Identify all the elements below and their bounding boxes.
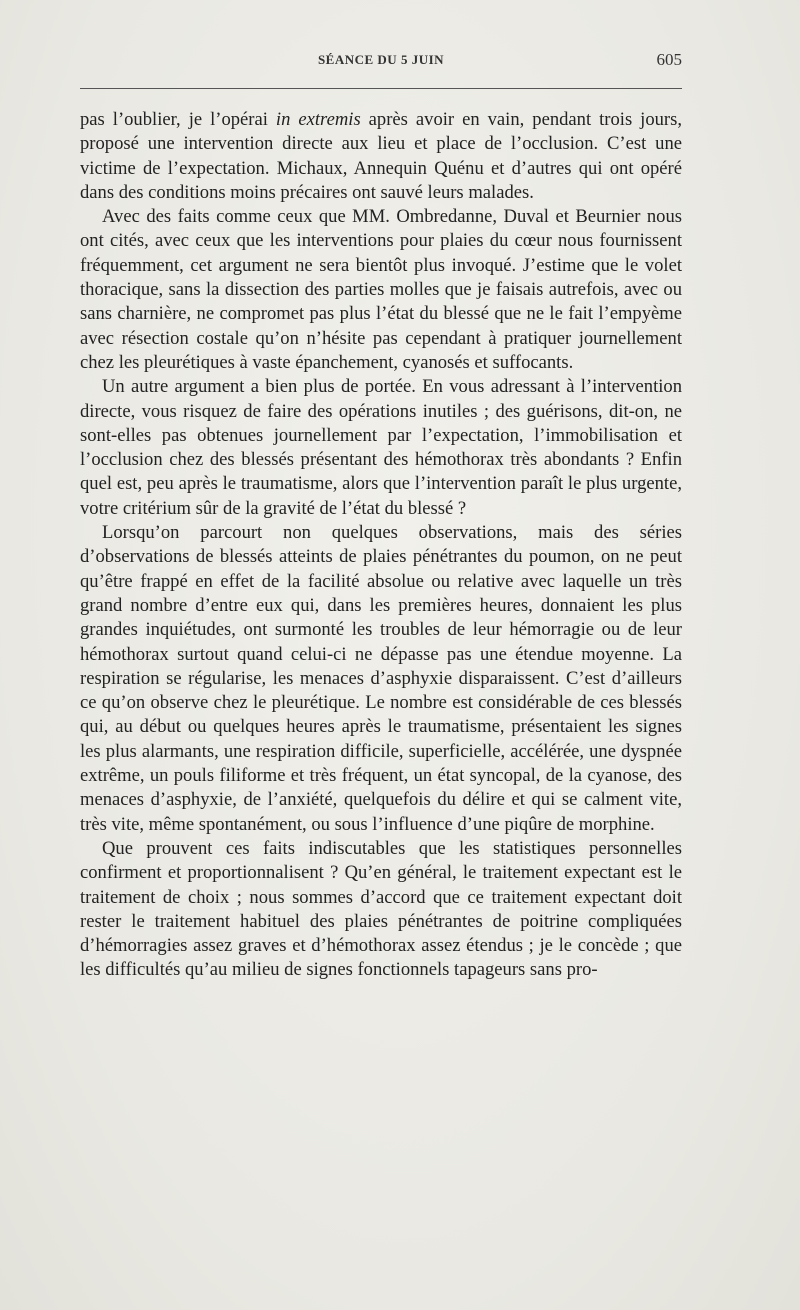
header-rule: [80, 88, 682, 89]
paragraph-1: [80, 108, 682, 205]
paragraph-4: Lorsqu’on parcourt non quelques observations, mais des séries d’observations de blessés atteints de plaies pénétrantes du poumon, on ne peut qu’être frappé en effet de la facilité absolue ou relative avec laquelle un très grand nombre d’entre eux qui, dans les premières heures, donnaient les plus grandes inquiétudes, ont surmonté les troubles de leur hémorragie ou de leur hémothorax surtout quand celui-ci ne dépasse pas une étendue moyenne. La respiration se régularise, les menaces d’asphyxie disparaissent. C’est d’ailleurs ce qu’on observe chez le pleurétique. Le nombre est considérable de ces blessés qui, au début ou quelques heures après le traumatisme, présentaient les signes les plus alarmants, une respiration difficile, superficielle, accélérée, une dyspnée extrême, un pouls filiforme et très fréquent, un état syncopal, de la cyanose, des menaces d’asphyxie, de l’anxiété, quelquefois du délire et qui se calment vite, très vite, même spontanément, ou sous l’influence d’une piqûre de morphine.: [80, 522, 682, 835]
paragraph-1-start: pas l’oublier, je l’opérai: [80, 109, 276, 130]
paragraph-5: Que prouvent ces faits indiscutables que les statistiques personnelles confirment et proportionnalisent ? Qu’en général, le traitement expectant est le traitement de choix ; nous sommes d’accord que ce traitement expectant doit rester le traitement habituel des plaies pénétrantes de poitrine compliquées d’hémorragies assez graves et d’hémothorax assez étendus ; je le concède ; que les difficultés qu’au milieu de signes fonctionnels tapageurs sans pro-: [80, 837, 682, 981]
body-text: [80, 108, 682, 983]
page-number: 605: [656, 50, 682, 69]
running-head: SÉANCE DU 5 JUIN: [317, 52, 445, 67]
paragraph-1-end: après avoir en vain, pendant trois jours, proposé une intervention directe aux lieu et place de l’occlusion. C’est une victime de l’expectation. Michaux, Annequin Quénu et d’autres qui ont opéré dans des conditions moins précaires ont sauvé leurs malades.: [80, 109, 683, 203]
paragraph-2: Avec des faits comme ceux que MM. Ombredanne, Duval et Beurnier nous ont cités, avec ceux que les interventions pour plaies du cœur nous fournissent fréquemment, cet argument ne sera bientôt plus invoqué. J’estime que le volet thoracique, sans la dissection des parties molles que je faisais autrefois, avec ou sans charnière, ne compromet pas plus l’état du blessé que ne le fait l’empyème avec résection costale qu’on n’hésite pas cependant à pratiquer journellement chez les pleurétiques à vaste épanchement, cyanosés et suffocants.: [80, 206, 682, 373]
paragraph-1-italic: in extremis: [275, 109, 361, 130]
page-header: [80, 52, 682, 76]
paragraph-3: Un autre argument a bien plus de portée. En vous adressant à l’intervention directe, vous risquez de faire des opérations inutiles ; des guérisons, dit-on, ne sont-elles pas obtenues journellement par l’expectation, l’immobilisation et l’occlusion chez des blessés présentant des hémothorax très abondants ? Enfin quel est, peu après le traumatisme, alors que l’intervention paraît le plus urgente, votre critérium sûr de la gravité de l’état du blessé ?: [80, 376, 682, 519]
